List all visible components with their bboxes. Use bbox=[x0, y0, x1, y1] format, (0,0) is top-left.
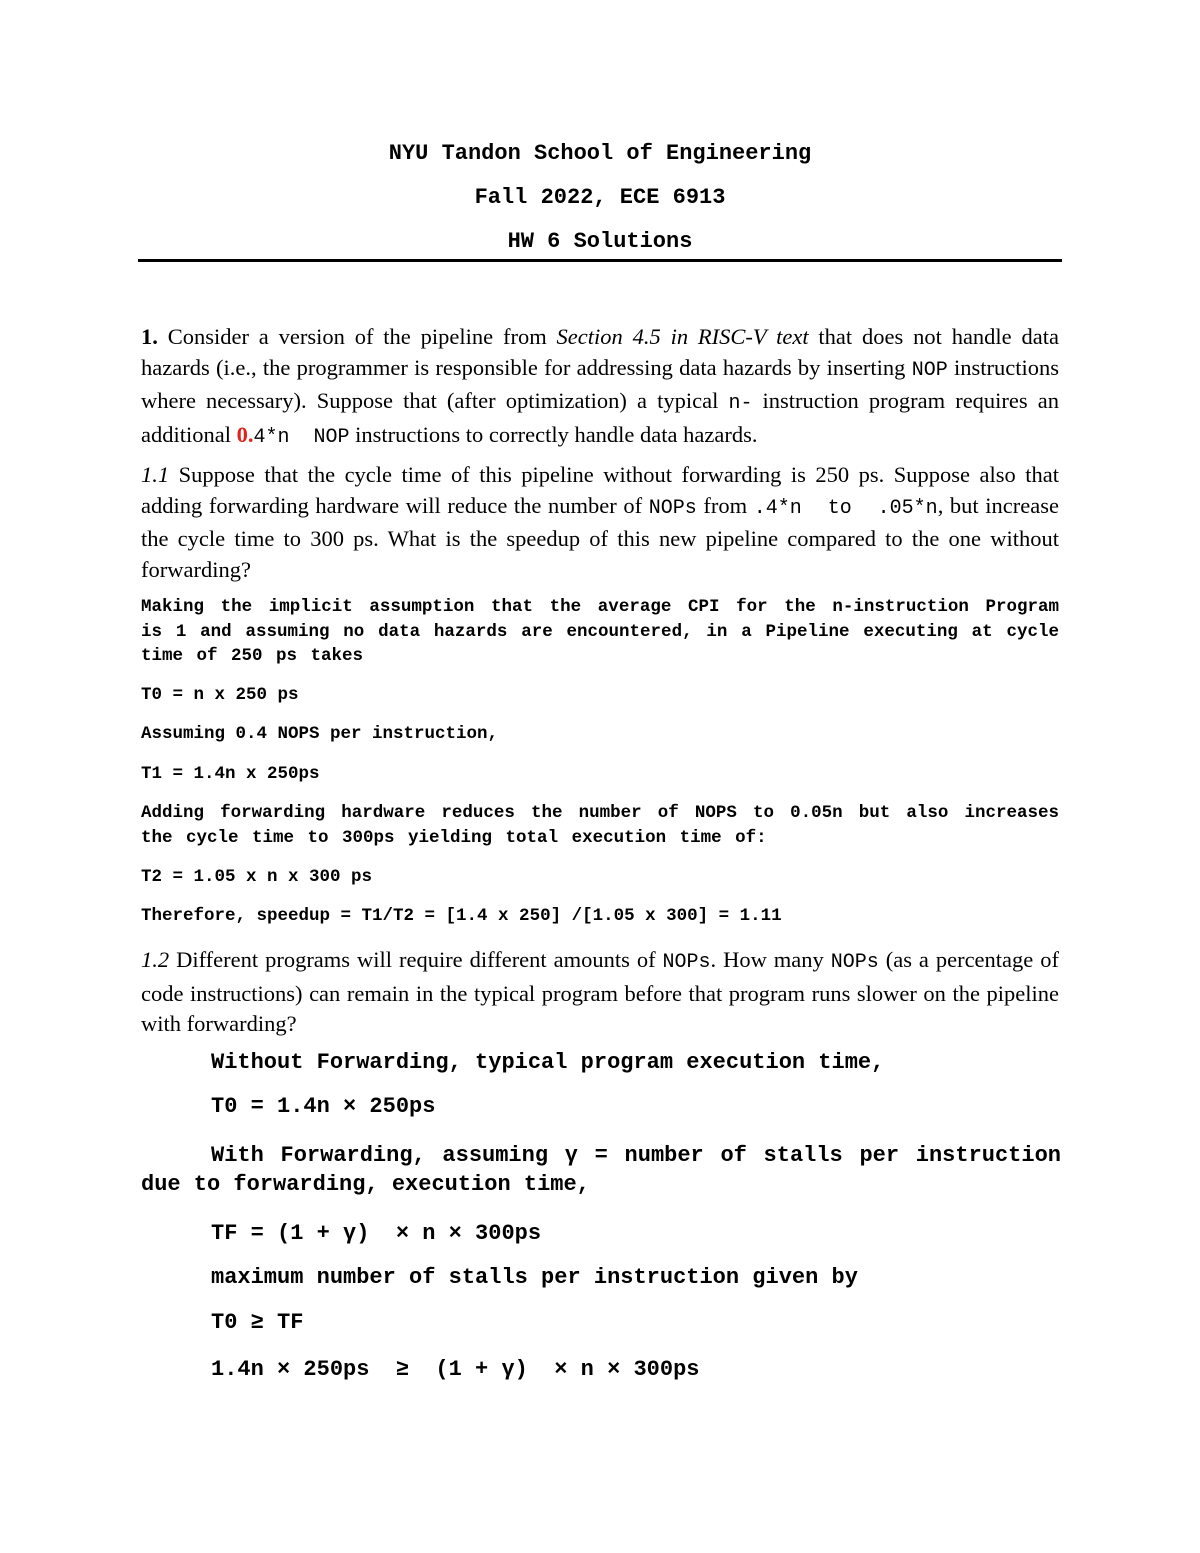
solution-1-2-line-1: Without Forwarding, typical program execution time, bbox=[211, 1050, 885, 1075]
question-1: 1. Consider a version of the pipeline from Section 4.5 in RISC-V text that does not handle data hazards (i.e., the programmer is responsible for addressing data hazards by inserting NOP instructions where necessary). Suppose that (after optimization) a typical n- instruction program requires an additional 0.4*n NOP instructions to correctly handle data hazards. bbox=[141, 324, 1059, 449]
header-rule bbox=[138, 259, 1062, 262]
solution-1-1-t0: T0 = n x 250 ps bbox=[141, 685, 299, 705]
solution-1-1-paragraph-1: Making the implicit assumption that the average CPI for the n-instruction Program is 1 and assuming no data hazards are encountered, in a Pipeline executing at cycle time of 250 ps takes bbox=[141, 597, 1059, 666]
solution-1-2-line-7: 1.4n × 250ps ≥ (1 + γ) × n × 300ps bbox=[211, 1357, 700, 1382]
subquestion-label: 1.2 bbox=[141, 947, 170, 972]
highlight-zero: 0 bbox=[236, 421, 248, 447]
school-name: NYU Tandon School of Engineering bbox=[388, 141, 812, 166]
solution-1-1-paragraph-2: Assuming 0.4 NOPS per instruction, bbox=[141, 724, 499, 744]
solution-1-2-line-3: With Forwarding, assuming γ = number of stalls per instruction due to forwarding, execution time, bbox=[141, 1143, 1061, 1197]
solution-1-2-line-4: TF = (1 + γ) × n × 300ps bbox=[211, 1221, 542, 1246]
solution-1-1-t1: T1 = 1.4n x 250ps bbox=[141, 764, 320, 784]
section-reference: Section 4.5 in RISC-V text bbox=[556, 324, 809, 349]
question-1-1: 1.1 Suppose that the cycle time of this pipeline without forwarding is 250 ps. Suppose also that adding forwarding hardware will reduce the number of NOPs from .4*n to .05*n, but increase the cycle time to 300 ps. What is the speedup of this new pipeline compared to the one without forwarding? bbox=[141, 462, 1059, 582]
solution-1-2-line-5: maximum number of stalls per instruction given by bbox=[211, 1265, 858, 1290]
solution-1-1-speedup: Therefore, speedup = T1/T2 = [1.4 x 250] /[1.05 x 300] = 1.11 bbox=[141, 906, 782, 926]
solution-1-2-line-2: T0 = 1.4n × 250ps bbox=[211, 1094, 436, 1119]
solution-1-2-line-6: T0 ≥ TF bbox=[211, 1310, 304, 1335]
question-number: 1. bbox=[141, 324, 158, 349]
solution-1-1-t2: T2 = 1.05 x n x 300 ps bbox=[141, 867, 373, 887]
document-title: HW 6 Solutions bbox=[507, 229, 693, 254]
solution-1-1-paragraph-3: Adding forwarding hardware reduces the number of NOPS to 0.05n but also increases the cycle time to 300ps yielding total execution time of: bbox=[141, 803, 1059, 848]
course-title: Fall 2022, ECE 6913 bbox=[474, 185, 726, 210]
subquestion-label: 1.1 bbox=[141, 462, 170, 487]
question-1-2: 1.2 Different programs will require different amounts of NOPs. How many NOPs (as a percentage of code instructions) can remain in the typical program before that program runs slower on the pipeline with forwarding? bbox=[141, 947, 1059, 1036]
